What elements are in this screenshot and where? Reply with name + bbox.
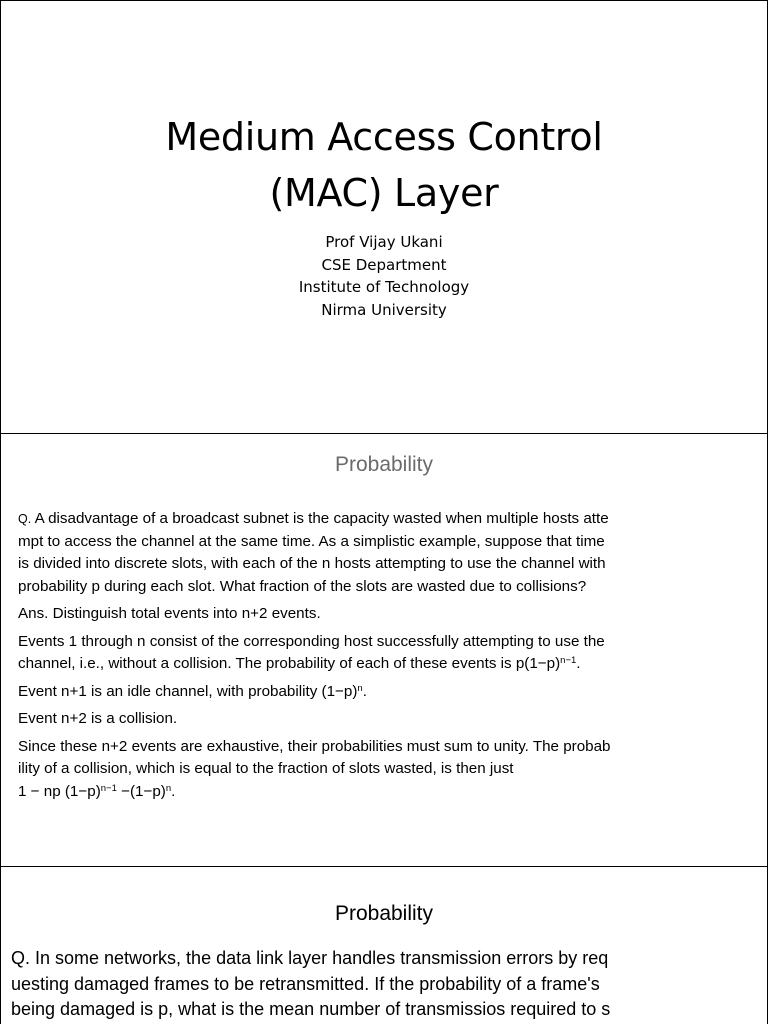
- slide-title: [1, 109, 767, 221]
- institute: Institute of Technology: [298, 278, 470, 296]
- department: CSE Department: [321, 255, 447, 274]
- question-line: probability p during each slot. What fraction of the slots are wasted due to collisions?: [18, 577, 587, 595]
- question-line: mpt to access the channel at the same time. As a simplistic example, suppose that time: [18, 532, 605, 550]
- slide-heading: Probability: [334, 453, 434, 476]
- collision-paragraph: Event n+2 is a collision.: [18, 710, 178, 727]
- question-line: uesting damaged frames to be retransmitted. If the probability of a frame's: [11, 973, 600, 994]
- university: Nirma University: [321, 300, 447, 319]
- formula: 1 − np $(1-p)^{n-1} -(1-p)^n$.: [18, 782, 176, 800]
- slide-body: [18, 508, 767, 808]
- question-line: is divided into discrete slots, with each of the n hosts attempting to use the channel with: [18, 555, 606, 572]
- idle-paragraph: Event n+1 is an idle channel, with probability $(1-p)^n$.: [18, 682, 367, 700]
- question-paragraph: [18, 508, 767, 598]
- slide-body: [11, 946, 767, 1023]
- title-slide: [0, 0, 768, 434]
- slide-subtitle: [1, 231, 767, 321]
- title-line: (MAC) Layer: [269, 171, 499, 215]
- slide-heading: Probability: [334, 902, 434, 925]
- probability-slide-2: [0, 866, 768, 1024]
- author-name: Prof Vijay Ukani: [325, 233, 443, 251]
- question-line: being damaged is p, what is the mean number of transmissios required to s: [11, 999, 611, 1019]
- question-line: Q. In some networks, the data link layer handles transmission errors by req: [11, 948, 609, 968]
- question-line: Q. A disadvantage of a broadcast subnet is the capacity wasted when multiple hosts atte: [18, 510, 609, 527]
- answer-paragraph: Ans. Distinguish total events into n+2 events.: [18, 605, 321, 622]
- conclusion-paragraph: Since these n+2 events are exhaustive, their probabilities must sum to unity. The probab ility of a collision, which is equal to the fraction of slots wasted, is then just 1 − np $(1-p)^{n-1} -(1-p)^n$.: [18, 736, 767, 804]
- events-paragraph: Events 1 through n consist of the corresponding host successfully attempting to use the channel, i.e., without a collision. The probability of each of these events is $p(1-p)^{n-1}$.: [18, 632, 605, 672]
- title-line: Medium Access Control: [165, 115, 603, 159]
- question-prefix: Q.: [18, 512, 32, 526]
- probability-slide-1: [0, 433, 768, 867]
